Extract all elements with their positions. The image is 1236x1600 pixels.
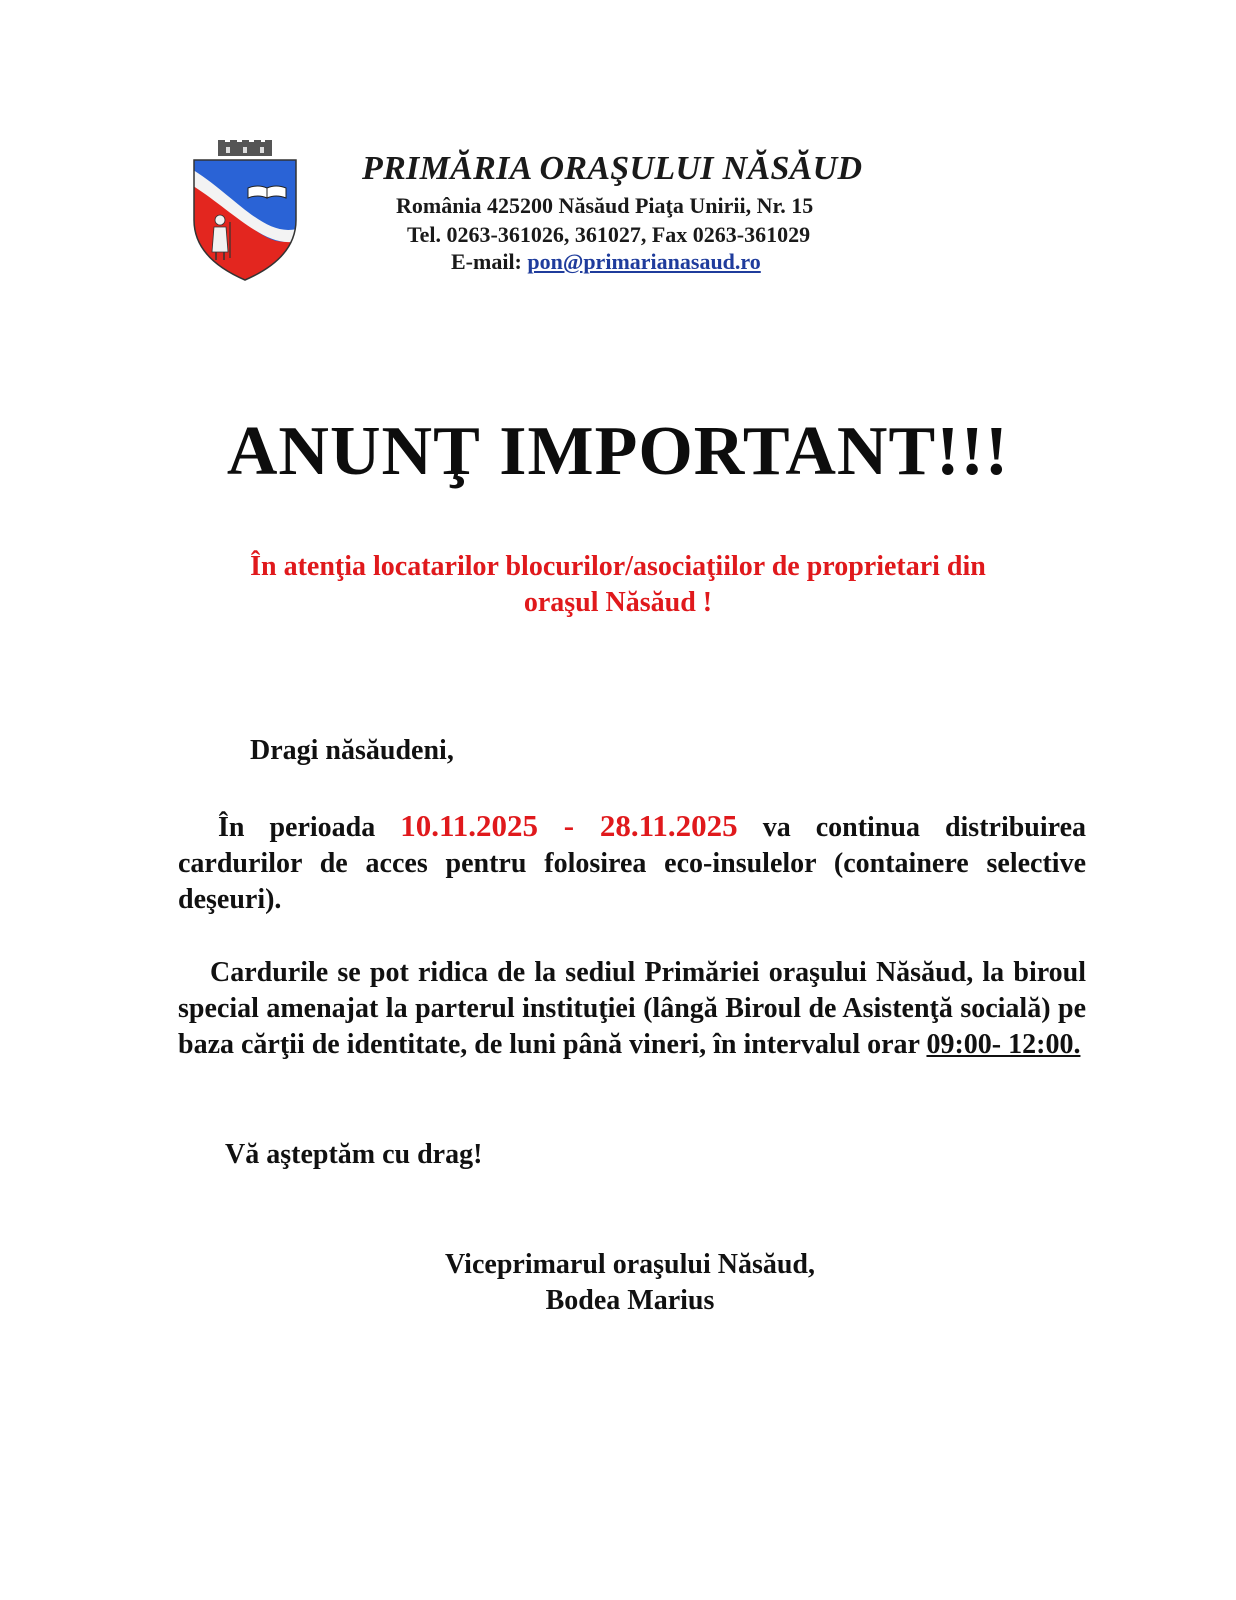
signature-role: Viceprimarul oraşului Năsăud,	[445, 1249, 815, 1280]
letterhead-phone: Tel. 0263-361026, 361027, Fax 0263-361029	[407, 222, 811, 247]
book-icon	[248, 186, 286, 198]
pickup-hours: 09:00- 12:00.	[926, 1029, 1081, 1060]
email-label: E-mail:	[451, 249, 528, 274]
para1-start: În perioada	[218, 812, 401, 843]
greeting: Dragi năsăudeni,	[250, 735, 454, 766]
paragraph-distribution	[178, 808, 1086, 918]
crown-icon	[218, 140, 272, 156]
attention-line-1: În atenţia locatarilor blocurilor/asociaţiilor de proprietari din	[250, 551, 986, 582]
para2-start: Cardurile se pot ridica de la sediul Primăriei oraşului Năsăud, la biroul special amenajat la parterul instituţiei (lângă Biroul de Asistenţă socială) pe baza cărţii de identitate, de luni până vineri, în intervalul orar	[178, 957, 1086, 1060]
letterhead-email-line	[451, 249, 761, 275]
page-title: ANUNŢ IMPORTANT!!!	[226, 413, 1010, 490]
closing-line: Vă aşteptăm cu drag!	[225, 1139, 483, 1170]
letterhead-title: PRIMĂRIA ORAŞULUI NĂSĂUD	[362, 150, 863, 187]
distribution-dates: 10.11.2025 - 28.11.2025	[400, 808, 738, 843]
email-link[interactable]: pon@primarianasaud.ro	[527, 249, 761, 274]
coat-of-arms-logo	[190, 140, 300, 282]
para1-end: va continua distribuirea cardurilor de acces pentru folosirea eco-insulelor (containere selective deşeuri).	[178, 812, 1087, 915]
attention-notice	[150, 549, 1086, 621]
signature-name: Bodea Marius	[545, 1285, 715, 1316]
attention-line-2: oraşul Năsăud !	[523, 587, 713, 618]
paragraph-pickup	[178, 955, 1086, 1063]
signature-block	[400, 1247, 860, 1319]
letterhead-address: România 425200 Năsăud Piaţa Unirii, Nr. 15	[396, 193, 814, 218]
